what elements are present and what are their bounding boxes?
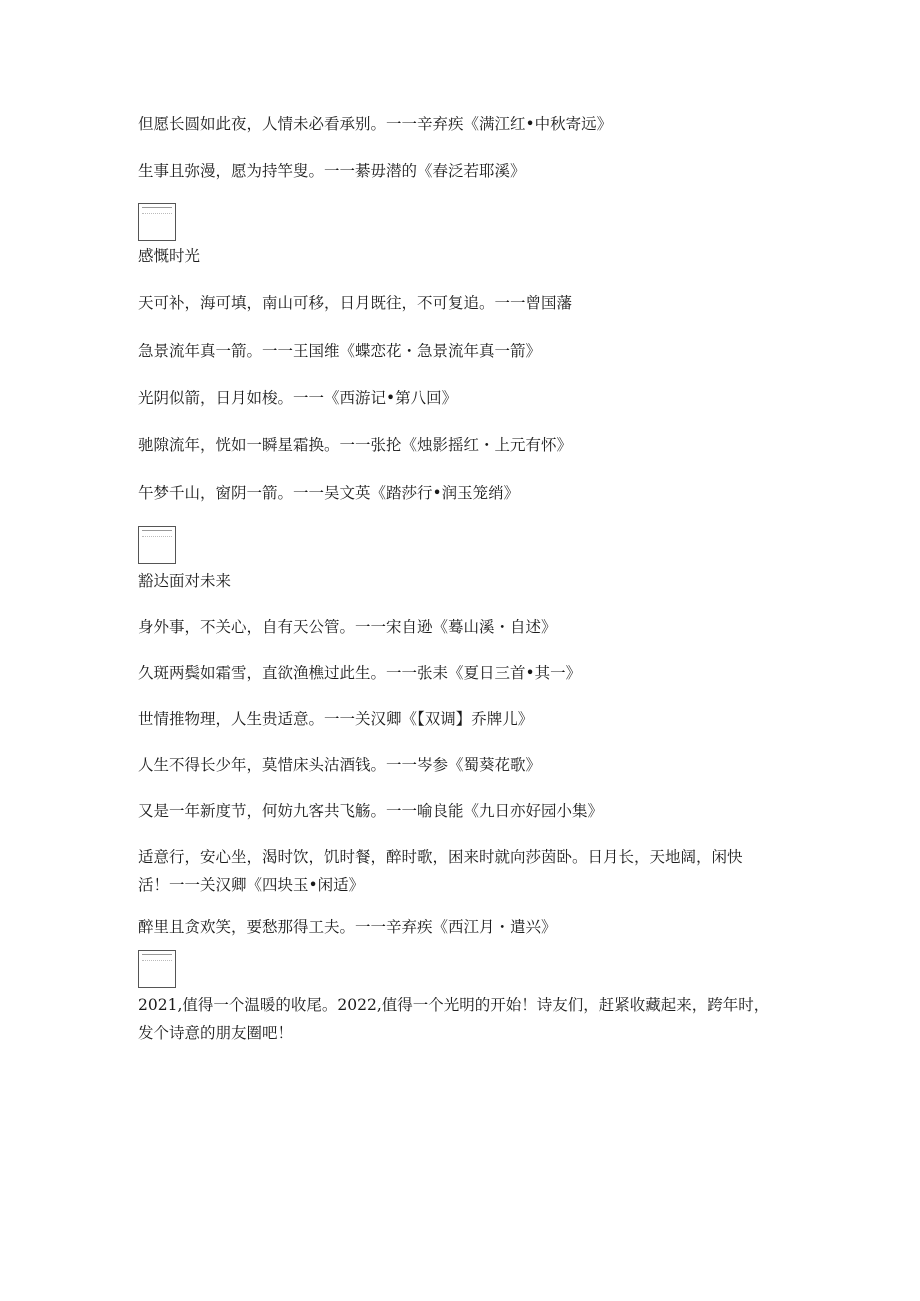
poem-line: 又是一年新度节，何妨九客共飞觞。一一喻良能《九日亦好园小集》 [138, 802, 604, 820]
broken-image-icon [138, 203, 176, 241]
poem-line: 身外事，不关心，自有天公管。一一宋自逊《蓦山溪・自述》 [138, 618, 557, 636]
poem-line: 醉里且贪欢笑，要愁那得工夫。一一辛弃疾《西江月・遣兴》 [138, 918, 557, 936]
poem-line: 人生不得长少年，莫惜床头沽酒钱。一一岑参《蜀葵花歌》 [138, 756, 542, 774]
poem-line: 但愿长圆如此夜，人情未必看承别。一一辛弃疾《满江红•中秋寄远》 [138, 115, 613, 133]
poem-line: 急景流年真一箭。一一王国维《蝶恋花・急景流年真一箭》 [138, 342, 542, 360]
poem-line: 驰隙流年，恍如一瞬星霜换。一一张抡《烛影摇红・上元有怀》 [138, 436, 573, 454]
poem-paragraph: 适意行，安心坐，渴时饮，饥时餐，醉时歌，困来时就向莎茵卧。日月长，天地阔，闲快活！一一关汉卿《四块玉•闲适》 [138, 848, 743, 894]
poem-line: 生事且弥漫，愿为持竿叟。一一綦毋潜的《春泛若耶溪》 [138, 162, 526, 180]
section-heading-future: 豁达面对未来 [138, 572, 232, 590]
poem-line: 天可补，海可填，南山可移，日月既往，不可复追。一一曾国藩 [138, 294, 573, 312]
poem-line: 光阴似箭，日月如梭。一一《西游记•第八回》 [138, 389, 458, 407]
section-heading-time: 感慨时光 [138, 247, 201, 265]
broken-image-icon [138, 950, 176, 988]
poem-line: 世情推物理，人生贵适意。一一关汉卿《【双调】乔牌儿》 [138, 710, 534, 728]
broken-image-icon [138, 526, 176, 564]
poem-line: 久斑两鬓如霜雪，直欲渔樵过此生。一一张耒《夏日三首•其一》 [138, 664, 582, 682]
closing-paragraph: 2021,值得一个温暖的收尾。2022,值得一个光明的开始！诗友们，赶紧收藏起来，跨年时，发个诗意的朋友圈吧！ [138, 996, 770, 1042]
poem-line: 午梦千山，窗阴一箭。一一吴文英《踏莎行•润玉笼绡》 [138, 484, 520, 502]
